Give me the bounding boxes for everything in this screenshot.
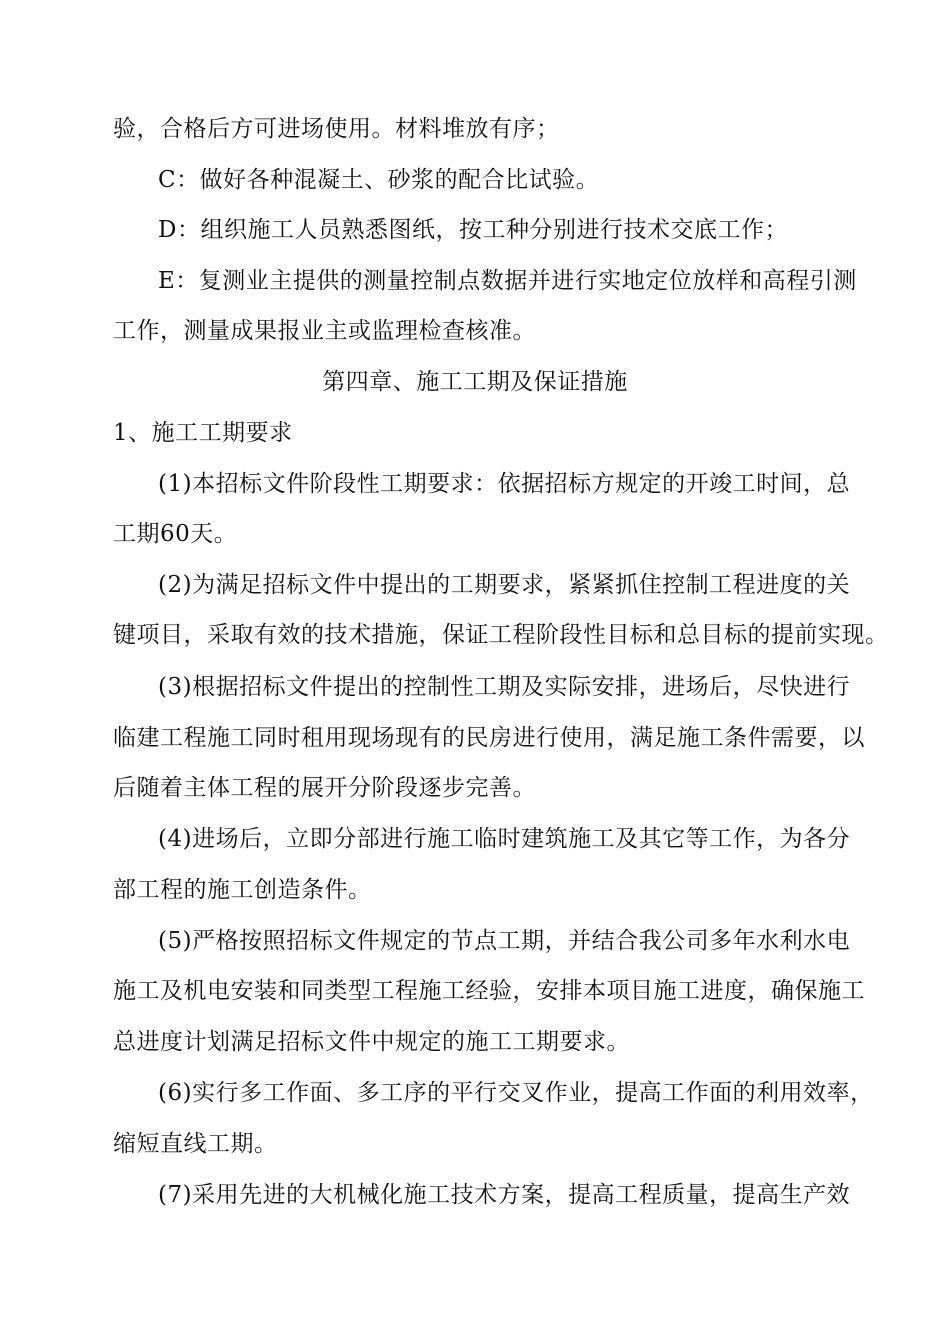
paragraph-line: 后随着主体工程的展开分阶段逐步完善。	[113, 775, 536, 801]
paragraph-line: 总进度计划满足招标文件中规定的施工工期要求。	[113, 1029, 630, 1055]
paragraph-line: (3)根据招标文件提出的控制性工期及实际安排，进场后，尽快进行	[158, 674, 851, 700]
paragraph-line: (2)为满足招标文件中提出的工期要求，紧紧抓住控制工程进度的关	[158, 572, 851, 598]
paragraph-line: (4)进场后，立即分部进行施工临时建筑施工及其它等工作，为各分	[158, 826, 851, 852]
paragraph-line: C：做好各种混凝土、砂浆的配合比试验。	[158, 167, 600, 193]
chapter-heading: 第四章、施工工期及保证措施	[322, 369, 628, 395]
paragraph-line: 缩短直线工期。	[113, 1131, 278, 1157]
paragraph-line: (5)严格按照招标文件规定的节点工期，并结合我公司多年水利水电	[158, 928, 851, 954]
paragraph-line: 键项目，采取有效的技术措施，保证工程阶段性目标和总目标的提前实现。	[113, 622, 889, 648]
paragraph-line: (7)采用先进的大机械化施工技术方案，提高工程质量，提高生产效	[158, 1182, 851, 1208]
paragraph-line: 部工程的施工创造条件。	[113, 877, 372, 903]
paragraph-line: 验，合格后方可进场使用。材料堆放有序；	[113, 116, 560, 142]
paragraph-line: 施工及机电安装和同类型工程施工经验，安排本项目施工进度，确保施工	[113, 978, 865, 1004]
paragraph-line: D：组织施工人员熟悉图纸，按工种分别进行技术交底工作；	[158, 217, 788, 243]
paragraph-line: 工期60天。	[113, 521, 238, 547]
paragraph-line: E：复测业主提供的测量控制点数据并进行实地定位放样和高程引测	[158, 268, 857, 294]
paragraph-line: 临建工程施工同时租用现场现有的民房进行使用，满足施工条件需要，以	[113, 725, 865, 751]
section-heading: 1、施工工期要求	[113, 420, 293, 446]
paragraph-line: (6)实行多工作面、多工序的平行交叉作业，提高工作面的利用效率，	[158, 1080, 874, 1106]
paragraph-line: 工作，测量成果报业主或监理检查核准。	[113, 318, 536, 344]
paragraph-line: (1)本招标文件阶段性工期要求：依据招标方规定的开竣工时间，总	[158, 471, 851, 497]
